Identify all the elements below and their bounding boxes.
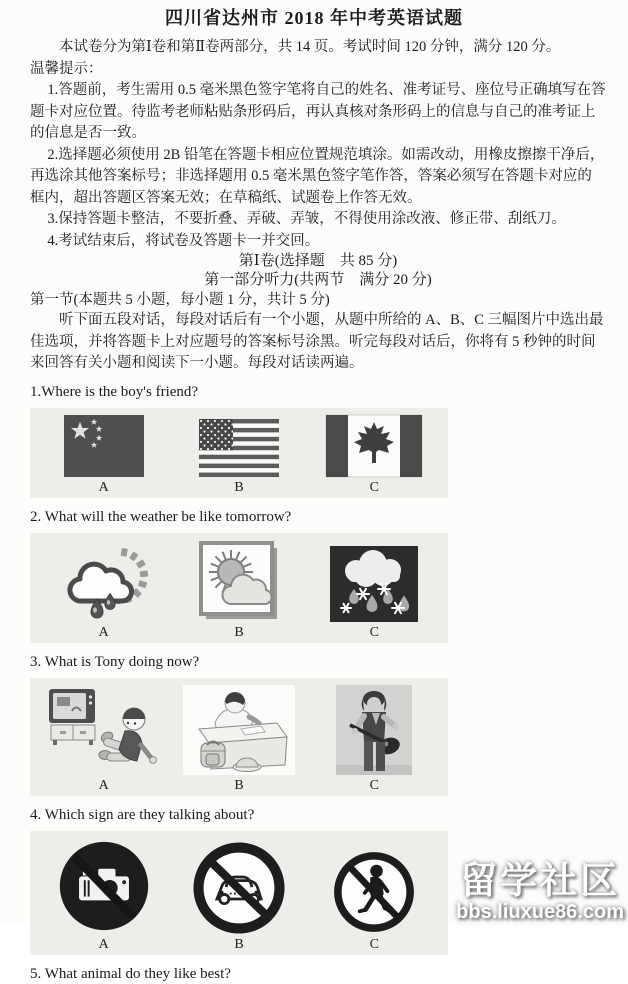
- q1-option-b: [171, 419, 306, 496]
- notice-heading: 温馨提示：: [30, 60, 103, 77]
- question-1-options-row: [30, 408, 448, 498]
- no-pedestrians-sign-icon: [332, 850, 416, 934]
- q4-option-c-label: C: [369, 936, 379, 952]
- q2-option-b-label: B: [234, 624, 244, 640]
- exam-content: [0, 37, 628, 984]
- q1-option-c-label: C: [369, 479, 379, 495]
- q2-option-c: [307, 546, 442, 641]
- q1-option-c: [307, 415, 442, 496]
- question-5-text: 5. What animal do they like best?: [30, 965, 231, 982]
- no-photography-sign-icon: [56, 838, 152, 934]
- question-4-text: 4. Which sign are they talking about?: [30, 806, 255, 823]
- canada-flag-icon: [326, 415, 422, 477]
- snow-and-rain-cloud-icon: [330, 546, 418, 622]
- q3-option-b-label: B: [234, 777, 244, 793]
- q4-option-b-label: B: [234, 936, 244, 952]
- boy-watching-tv-icon: [43, 685, 165, 775]
- section1-heading: 第一节(本题共 5 小题，每小题 1 分，共计 5 分): [30, 292, 330, 308]
- china-flag-icon: [64, 415, 144, 477]
- q4-option-a-label: A: [98, 936, 109, 952]
- volume1-heading: 第Ⅰ卷(选择题 共 85 分): [238, 253, 398, 269]
- section1-instructions: 听下面五段对话，每段对话后有一个小题，从题中所给的 A、B、C 三幅图片中选出最佳选项，并将答题卡上对应题号的答案标号涂黑。听完每段对话后，你将有 5 秒钟的时间来回答有关小题和阅读下一小题。每段对话读两遍。: [30, 312, 604, 371]
- boy-doing-homework-icon: [183, 685, 295, 775]
- q2-option-c-label: C: [369, 624, 379, 640]
- question-2-options-row: [30, 533, 448, 643]
- q3-option-a: [36, 685, 171, 794]
- intro-line: 本试卷分为第Ⅰ卷和第Ⅱ卷两部分，共 14 页。考试时间 120 分钟，满分 120 分。: [59, 39, 561, 55]
- notice-item-1: 1.答题前，考生需用 0.5 毫米黑色签字笔将自己的姓名、准考证号、座位号正确填写在答题卡对应位置。待监考老师粘贴条形码后，再认真核对条形码上的信息与自己的准考证上的信息是否一致。: [30, 82, 606, 141]
- q3-option-b: [171, 685, 306, 794]
- rain-cloud-icon: [56, 546, 152, 622]
- question-2-text: 2. What will the weather be like tomorrow?: [30, 508, 292, 525]
- q2-option-b: [171, 540, 306, 641]
- question-1-text: 1.Where is the boy's friend?: [30, 383, 199, 400]
- q1-option-a: [36, 415, 171, 496]
- q4-option-c: [307, 850, 442, 953]
- notice-item-4: 4.考试结束后，将试卷及答题卡一并交回。: [47, 232, 320, 249]
- question-3-options-row: [30, 678, 448, 796]
- q3-option-c: [307, 685, 442, 794]
- q3-option-a-label: A: [98, 777, 109, 793]
- q1-option-b-label: B: [234, 479, 244, 495]
- q1-option-a-label: A: [98, 479, 109, 495]
- question-4-options-row: [30, 831, 448, 955]
- page-title: 四川省达州市 2018 年中考英语试题: [165, 8, 463, 28]
- q4-option-b: [171, 842, 306, 953]
- watermark-site-name: 留学社区: [460, 860, 621, 901]
- q2-option-a: [36, 546, 171, 641]
- q3-option-c-label: C: [369, 777, 379, 793]
- no-cars-sign-icon: [193, 842, 285, 934]
- question-3-text: 3. What is Tony doing now?: [30, 653, 200, 670]
- sun-behind-cloud-icon: [198, 540, 280, 622]
- notice-item-2: 2.选择题必须使用 2B 铅笔在答题卡相应位置规范填涂。如需改动，用橡皮擦擦干净后，再选涂其他答案标号；非选择题用 0.5 毫米黑色签字笔作答，答案必须写在答题卡对应的框内，超出答题区答案无效；在草稿纸、试题卷上作答无效。: [30, 146, 605, 206]
- q4-option-a: [36, 838, 171, 953]
- person-playing-guitar-icon: [336, 685, 412, 775]
- notice-item-3: 3.保持答题卡整洁，不要折叠、弄破、弄皱，不得使用涂改液、修正带、刮纸刀。: [47, 211, 566, 227]
- q2-option-a-label: A: [98, 624, 109, 640]
- listening-heading: 第一部分听力(共两节 满分 20 分): [204, 272, 432, 288]
- watermark-site-url: bbs.liuxue86.com: [456, 901, 624, 923]
- usa-flag-icon: [199, 419, 279, 477]
